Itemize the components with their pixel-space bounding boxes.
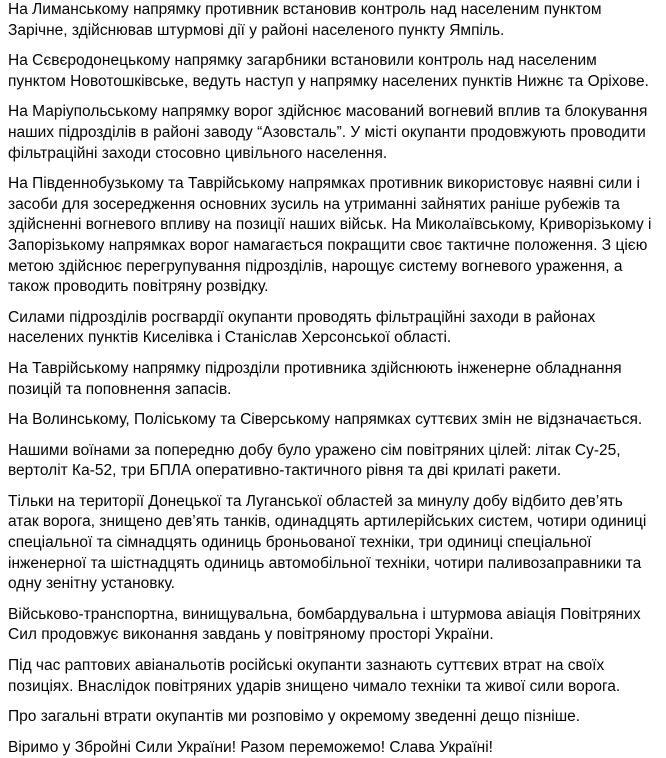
post-paragraph-8: Нашими воїнами за попередню добу було уражено сім повітряних цілей: літак Су-25, вертоліт Ка-52, три БПЛА оперативно-тактичного рівня та дві крилаті ракети. [8, 441, 621, 480]
post-paragraph-12: Про загальні втрати окупантів ми розповімо у окремому зведенні дещо пізніше. [8, 708, 581, 726]
post-paragraph-6: На Таврійському напрямку підрозділи противника здійснюють інженерне обладнання позицій та поповнення запасів. [8, 359, 622, 398]
post-paragraph-2: На Сєвєродонецькому напрямку загарбники встановили контроль над населеним пунктом Новотошківське, ведуть наступ у напрямку населених пунктів Нижнє та Оріхове. [8, 52, 649, 90]
post-paragraph-7: На Волинському, Поліському та Сіверському напрямках суттєвих змін не відзначається. [8, 411, 643, 429]
post-paragraph-5: Силами підрозділів росгвардії окупанти проводять фільтраційні заходи в районах населених пунктів Киселівка і Станіслав Херсонської області. [8, 308, 596, 347]
post-paragraph-11: Під час раптових авіанальотів російські окупанти зазнають суттєвих втрат на своїх позиціях. Внаслідок повітряних ударів знищено чимало техніки та живої сили ворога. [8, 657, 621, 695]
post-paragraph-9: Тільки на території Донецької та Луганської областей за минулу добу відбито дев’ять атак ворога, знищено дев’ять танків, одинадцять артилерійських систем, чотири одиниці спеціальної та сімнадцять одиниць броньованої техніки, три одиниці спеціальної інженерної та шістнадцять одиниць автомобільної техніки, чотири паливозаправники та одну зенітну установку. [8, 492, 647, 593]
post-paragraph-3: На Маріупольському напрямку ворог здійснює масований вогневий вплив та блокування наших підрозділів в районі заводу “Азовсталь”. У місті окупанти продовжують проводити фільтраційні заходи стосовно цивільного населення. [8, 103, 648, 162]
post-paragraph-10: Військово-транспортна, винищувальна, бомбардувальна і штурмова авіація Повітряних Сил продовжує виконання завдань у повітряному просторі України. [8, 605, 641, 644]
post-paragraph-1: На Лиманському напрямку противник встановив контроль над населеним пунктом Зарічне, здійснював штурмові дії у районі населеного пункту Ямпіль. [8, 1, 602, 39]
post-paragraph-4: На Південнобузькому та Таврійському напрямках противник використовує наявні сили і засоби для зосередження основних зусиль на утриманні зайнятих раніше рубежів та здійсненні вогневого впливу на позиції наших військ. На Миколаївському, Криворізькому і Запорізькому напрямках ворог намагається покращити своє тактичне положення. З цією метою здійснює перегрупування підрозділів, нарощує систему вогневого ураження, а також проводить повітряну розвідку. [8, 175, 652, 296]
post-paragraph-13: Віримо у Збройні Сили України! Разом переможемо! Слава Україні! [8, 738, 493, 756]
